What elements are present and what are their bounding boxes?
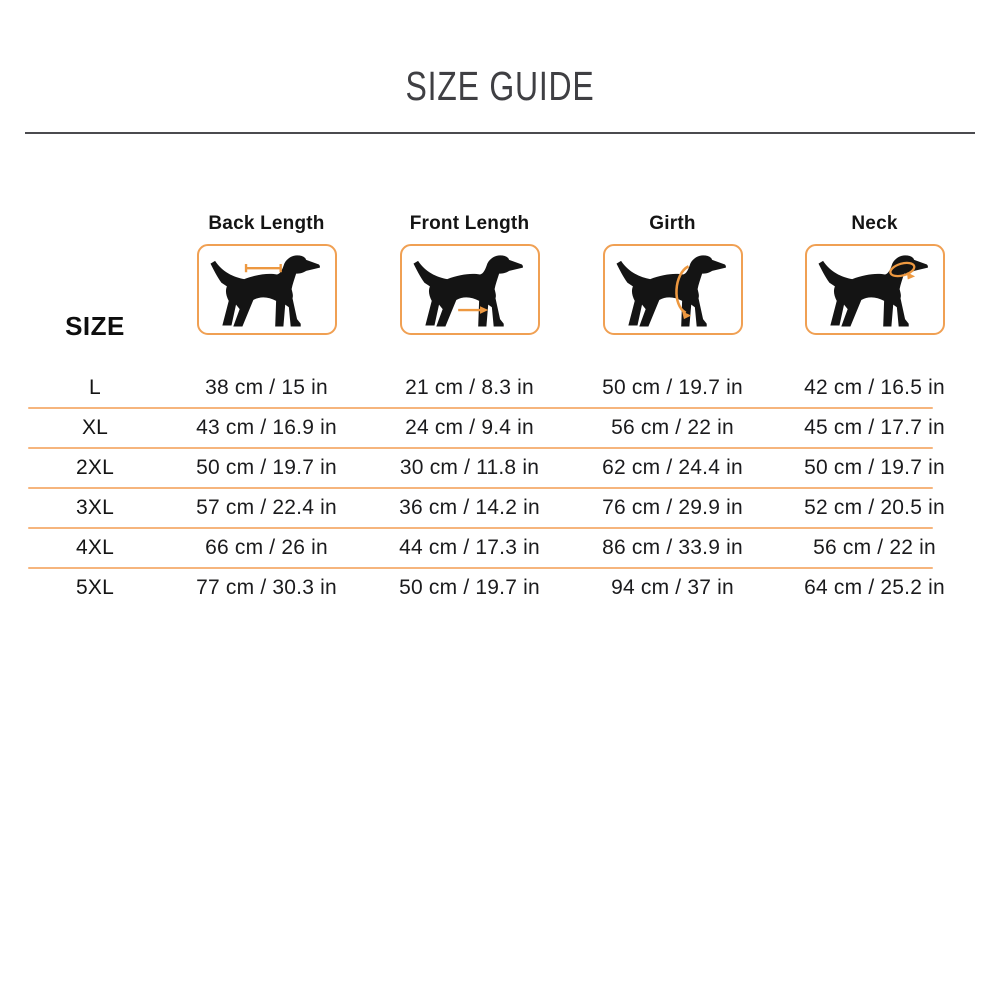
column-header-back-length — [165, 213, 368, 335]
row-size-label: XL — [81, 416, 109, 439]
row-size-label: L — [89, 376, 101, 399]
cell-front-length: 24 cm / 9.4 in — [405, 416, 534, 439]
column-header-girth — [571, 213, 774, 335]
column-label: Neck — [851, 213, 898, 234]
cell-neck: 42 cm / 16.5 in — [804, 376, 945, 399]
cell-front-length: 30 cm / 11.8 in — [399, 456, 540, 479]
cell-neck: 56 cm / 22 in — [813, 536, 936, 559]
measurement-illustration-box — [603, 244, 743, 335]
size-table — [25, 213, 975, 608]
table-row — [25, 448, 975, 488]
table-row — [25, 368, 975, 408]
header-row — [25, 213, 975, 341]
cell-girth: 56 cm / 22 in — [611, 416, 734, 439]
dog-silhouette-icon — [405, 249, 535, 331]
table-row — [25, 568, 975, 608]
table-row — [25, 408, 975, 448]
page-title: SIZE GUIDE — [405, 63, 595, 109]
cell-back-length: 77 cm / 30.3 in — [196, 576, 337, 599]
dog-silhouette-icon — [608, 249, 738, 331]
cell-neck: 45 cm / 17.7 in — [804, 416, 945, 439]
measurement-illustration-box — [197, 244, 337, 335]
cell-girth: 50 cm / 19.7 in — [602, 376, 743, 399]
cell-front-length: 21 cm / 8.3 in — [405, 376, 534, 399]
row-size-label: 2XL — [76, 456, 114, 479]
measurement-illustration-box — [400, 244, 540, 335]
cell-back-length: 57 cm / 22.4 in — [196, 496, 337, 519]
cell-back-length: 38 cm / 15 in — [205, 376, 328, 399]
cell-girth: 62 cm / 24.4 in — [602, 456, 743, 479]
cell-girth: 94 cm / 37 in — [611, 576, 734, 599]
size-column-header: SIZE — [65, 311, 125, 341]
row-size-label: 3XL — [76, 496, 114, 519]
row-size-label: 5XL — [76, 576, 114, 599]
cell-neck: 64 cm / 25.2 in — [804, 576, 945, 599]
dog-silhouette-icon — [202, 249, 332, 331]
column-label: Back Length — [208, 213, 325, 234]
cell-back-length: 50 cm / 19.7 in — [196, 456, 337, 479]
cell-back-length: 66 cm / 26 in — [205, 536, 328, 559]
cell-front-length: 44 cm / 17.3 in — [399, 536, 540, 559]
cell-front-length: 36 cm / 14.2 in — [399, 496, 540, 519]
cell-girth: 76 cm / 29.9 in — [602, 496, 743, 519]
row-size-label: 4XL — [76, 536, 114, 559]
table-row — [25, 528, 975, 568]
measurement-illustration-box — [805, 244, 945, 335]
back-length-measure-icon — [246, 264, 281, 272]
column-header-front-length — [368, 213, 571, 335]
cell-neck: 52 cm / 20.5 in — [804, 496, 945, 519]
column-header-neck — [774, 213, 975, 335]
column-label: Girth — [649, 213, 696, 234]
cell-neck: 50 cm / 19.7 in — [804, 456, 945, 479]
title-divider — [25, 132, 975, 134]
table-rows — [25, 368, 975, 608]
column-label: Front Length — [409, 213, 530, 234]
dog-silhouette-icon — [810, 249, 940, 331]
cell-front-length: 50 cm / 19.7 in — [399, 576, 540, 599]
cell-back-length: 43 cm / 16.9 in — [196, 416, 337, 439]
cell-girth: 86 cm / 33.9 in — [602, 536, 743, 559]
table-row — [25, 488, 975, 528]
